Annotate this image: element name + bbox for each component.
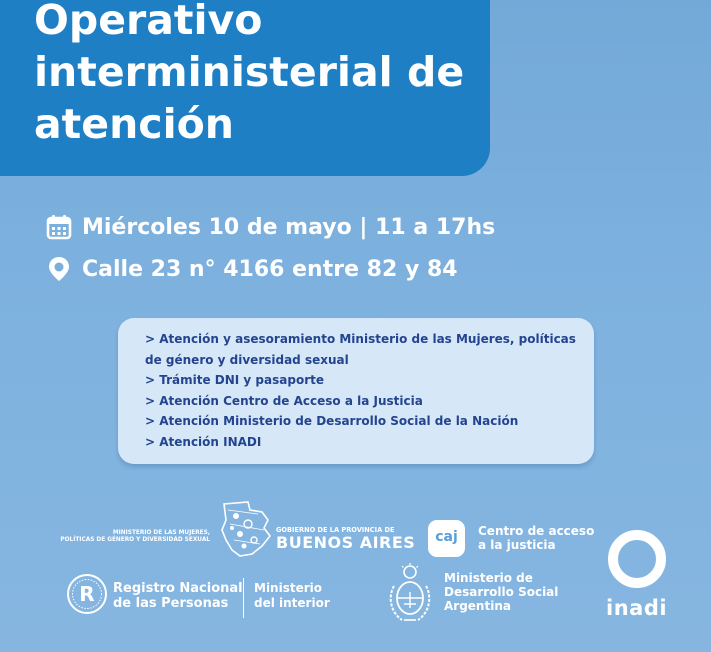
renaper-mark: R bbox=[79, 582, 95, 606]
renaper-line-2: de las Personas bbox=[113, 596, 229, 611]
ministerio-mujeres-line-2: POLÍTICAS DE GÉNERO Y DIVERSIDAD SEXUAL bbox=[60, 537, 210, 543]
ministerio-interior-logo bbox=[254, 581, 330, 611]
title-line-3: atención bbox=[34, 100, 234, 148]
interior-line-2: del interior bbox=[254, 596, 330, 610]
inadi-logo-text: inadi bbox=[606, 596, 668, 620]
mds-line-2: Desarrollo Social bbox=[444, 585, 559, 599]
inadi-ring-icon bbox=[606, 528, 668, 590]
event-date: Miércoles 10 de mayo | 11 a 17hs bbox=[82, 214, 496, 240]
title-banner bbox=[0, 0, 490, 176]
renaper-seal-icon bbox=[66, 573, 108, 615]
event-address: Calle 23 n° 4166 entre 82 y 84 bbox=[82, 256, 458, 282]
page-title bbox=[34, 0, 484, 150]
mds-line-1: Ministerio de bbox=[444, 571, 533, 585]
ministerio-desarrollo-social-logo bbox=[444, 571, 558, 613]
service-item: > Atención INADI bbox=[145, 434, 262, 449]
service-item: > Atención Ministerio de Desarrollo Social de la Nación bbox=[145, 414, 519, 428]
logo-divider bbox=[243, 578, 244, 618]
event-date-row bbox=[46, 214, 495, 240]
pba-logo-big-text: BUENOS AIRES bbox=[276, 533, 416, 552]
argentina-coat-of-arms-icon bbox=[384, 562, 436, 626]
services-box bbox=[118, 318, 594, 464]
ministerio-mujeres-logo bbox=[40, 530, 210, 544]
service-item: de género y diversidad sexual bbox=[145, 352, 349, 367]
service-item: > Atención Centro de Acceso a la Justicia bbox=[145, 393, 423, 408]
mds-line-3: Argentina bbox=[444, 599, 511, 613]
interior-line-1: Ministerio bbox=[254, 581, 323, 595]
calendar-icon bbox=[46, 214, 72, 240]
service-item: > Trámite DNI y pasaporte bbox=[145, 373, 324, 387]
caj-logo-text bbox=[478, 524, 594, 552]
event-address-row bbox=[46, 256, 458, 282]
pba-logo-small-text: GOBIERNO DE LA PROVINCIA DE bbox=[276, 526, 395, 534]
buenos-aires-map-icon bbox=[218, 500, 272, 558]
renaper-logo-text bbox=[113, 581, 243, 611]
renaper-line-1: Registro Nacional bbox=[113, 581, 243, 596]
services-list bbox=[118, 318, 594, 452]
title-line-1: Operativo bbox=[34, 0, 263, 44]
caj-line-2: a la justicia bbox=[478, 538, 556, 552]
ministerio-mujeres-line-1: MINISTERIO DE LAS MUJERES, bbox=[112, 530, 210, 536]
service-item: > Atención y asesoramiento Ministerio de las Mujeres, políticas bbox=[145, 332, 576, 346]
caj-logo-mark: caj bbox=[428, 520, 465, 557]
caj-line-1: Centro de acceso bbox=[478, 524, 595, 538]
location-pin-icon bbox=[46, 256, 72, 282]
title-line-2: interministerial de bbox=[34, 48, 465, 96]
